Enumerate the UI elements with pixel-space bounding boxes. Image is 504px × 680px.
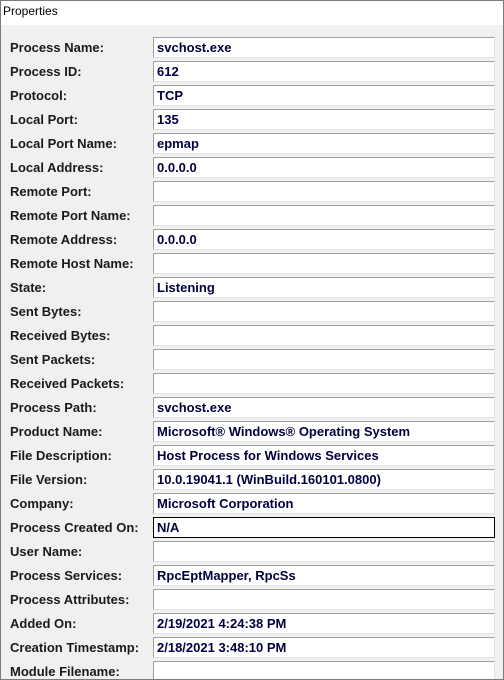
property-row-received-bytes [1,325,503,349]
property-row-sent-packets [1,349,503,373]
property-row-remote-port [1,181,503,205]
property-label: File Description: [10,448,112,463]
property-field-remote-host-name[interactable] [153,253,495,274]
title-bar[interactable] [1,1,503,23]
property-row-product-name [1,421,503,445]
property-value: RpcEptMapper, RpcSs [157,568,296,583]
property-row-process-name [1,37,503,61]
property-row-file-version [1,469,503,493]
property-row-process-created-on [1,517,503,541]
property-label: File Version: [10,472,88,487]
property-value: 2/18/2021 3:48:10 PM [157,640,287,655]
property-value: Host Process for Windows Services [157,448,379,463]
property-row-remote-address [1,229,503,253]
property-label: Process Name: [10,40,104,55]
property-field-user-name[interactable] [153,541,495,562]
property-row-process-attributes [1,589,503,613]
property-label: Local Port: [10,112,78,127]
property-label: Process ID: [10,64,82,79]
property-field-process-path[interactable] [153,397,495,418]
property-row-file-description [1,445,503,469]
property-label: Process Path: [10,400,97,415]
property-field-creation-timestamp[interactable] [153,637,495,658]
property-value: 2/19/2021 4:24:38 PM [157,616,287,631]
property-field-local-address[interactable] [153,157,495,178]
property-label: Local Address: [10,160,104,175]
property-label: Creation Timestamp: [10,640,140,655]
property-field-sent-bytes[interactable] [153,301,495,322]
property-label: Remote Host Name: [10,256,134,271]
property-value: 0.0.0.0 [157,160,197,175]
property-field-local-port[interactable] [153,109,495,130]
property-label: Module Filename: [10,664,120,679]
property-label: Local Port Name: [10,136,117,151]
property-label: Company: [10,496,74,511]
property-label: Received Packets: [10,376,125,391]
property-value: 10.0.19041.1 (WinBuild.160101.0800) [157,472,381,487]
property-label: Product Name: [10,424,103,439]
property-field-module-filename[interactable] [153,661,495,680]
property-value: Listening [157,280,215,295]
property-label: Remote Port: [10,184,92,199]
property-label: State: [10,280,47,295]
property-value: N/A [157,520,180,535]
property-value: svchost.exe [157,400,232,415]
property-value: svchost.exe [157,40,232,55]
property-row-remote-port-name [1,205,503,229]
property-value: Microsoft® Windows® Operating System [157,424,411,439]
property-label: Remote Port Name: [10,208,131,223]
window-title: Properties [3,4,58,18]
property-row-creation-timestamp [1,637,503,661]
property-label: Process Created On: [10,520,139,535]
property-label: Sent Packets: [10,352,96,367]
property-row-state [1,277,503,301]
property-row-module-filename [1,661,503,680]
properties-panel [1,25,503,680]
property-field-remote-port[interactable] [153,181,495,202]
property-field-process-services[interactable] [153,565,495,586]
property-label: Protocol: [10,88,68,103]
property-field-protocol[interactable] [153,85,495,106]
property-value: TCP [157,88,183,103]
property-value: Microsoft Corporation [157,496,294,511]
property-value: 0.0.0.0 [157,232,197,247]
property-row-sent-bytes [1,301,503,325]
property-field-remote-address[interactable] [153,229,495,250]
property-row-received-packets [1,373,503,397]
property-field-file-version[interactable] [153,469,495,490]
property-field-sent-packets[interactable] [153,349,495,370]
property-row-process-services [1,565,503,589]
property-row-local-address [1,157,503,181]
property-row-remote-host-name [1,253,503,277]
property-field-state[interactable] [153,277,495,298]
property-field-process-id[interactable] [153,61,495,82]
property-label: Received Bytes: [10,328,111,343]
property-label: Process Services: [10,568,123,583]
property-label: Remote Address: [10,232,118,247]
property-row-protocol [1,85,503,109]
property-row-added-on [1,613,503,637]
property-field-received-bytes[interactable] [153,325,495,346]
property-field-remote-port-name[interactable] [153,205,495,226]
property-value: epmap [157,136,199,151]
property-field-process-created-on[interactable] [153,517,495,538]
property-field-file-description[interactable] [153,445,495,466]
property-label: Added On: [10,616,77,631]
property-value: 135 [157,112,179,127]
property-field-process-attributes[interactable] [153,589,495,610]
property-field-local-port-name[interactable] [153,133,495,154]
property-row-local-port-name [1,133,503,157]
property-field-company[interactable] [153,493,495,514]
property-row-process-id [1,61,503,85]
property-label: Sent Bytes: [10,304,82,319]
property-field-added-on[interactable] [153,613,495,634]
property-field-received-packets[interactable] [153,373,495,394]
property-field-product-name[interactable] [153,421,495,442]
property-label: User Name: [10,544,83,559]
property-field-process-name[interactable] [153,37,495,58]
property-row-process-path [1,397,503,421]
property-value: 612 [157,64,179,79]
property-row-user-name [1,541,503,565]
property-row-local-port [1,109,503,133]
property-label: Process Attributes: [10,592,130,607]
property-row-company [1,493,503,517]
